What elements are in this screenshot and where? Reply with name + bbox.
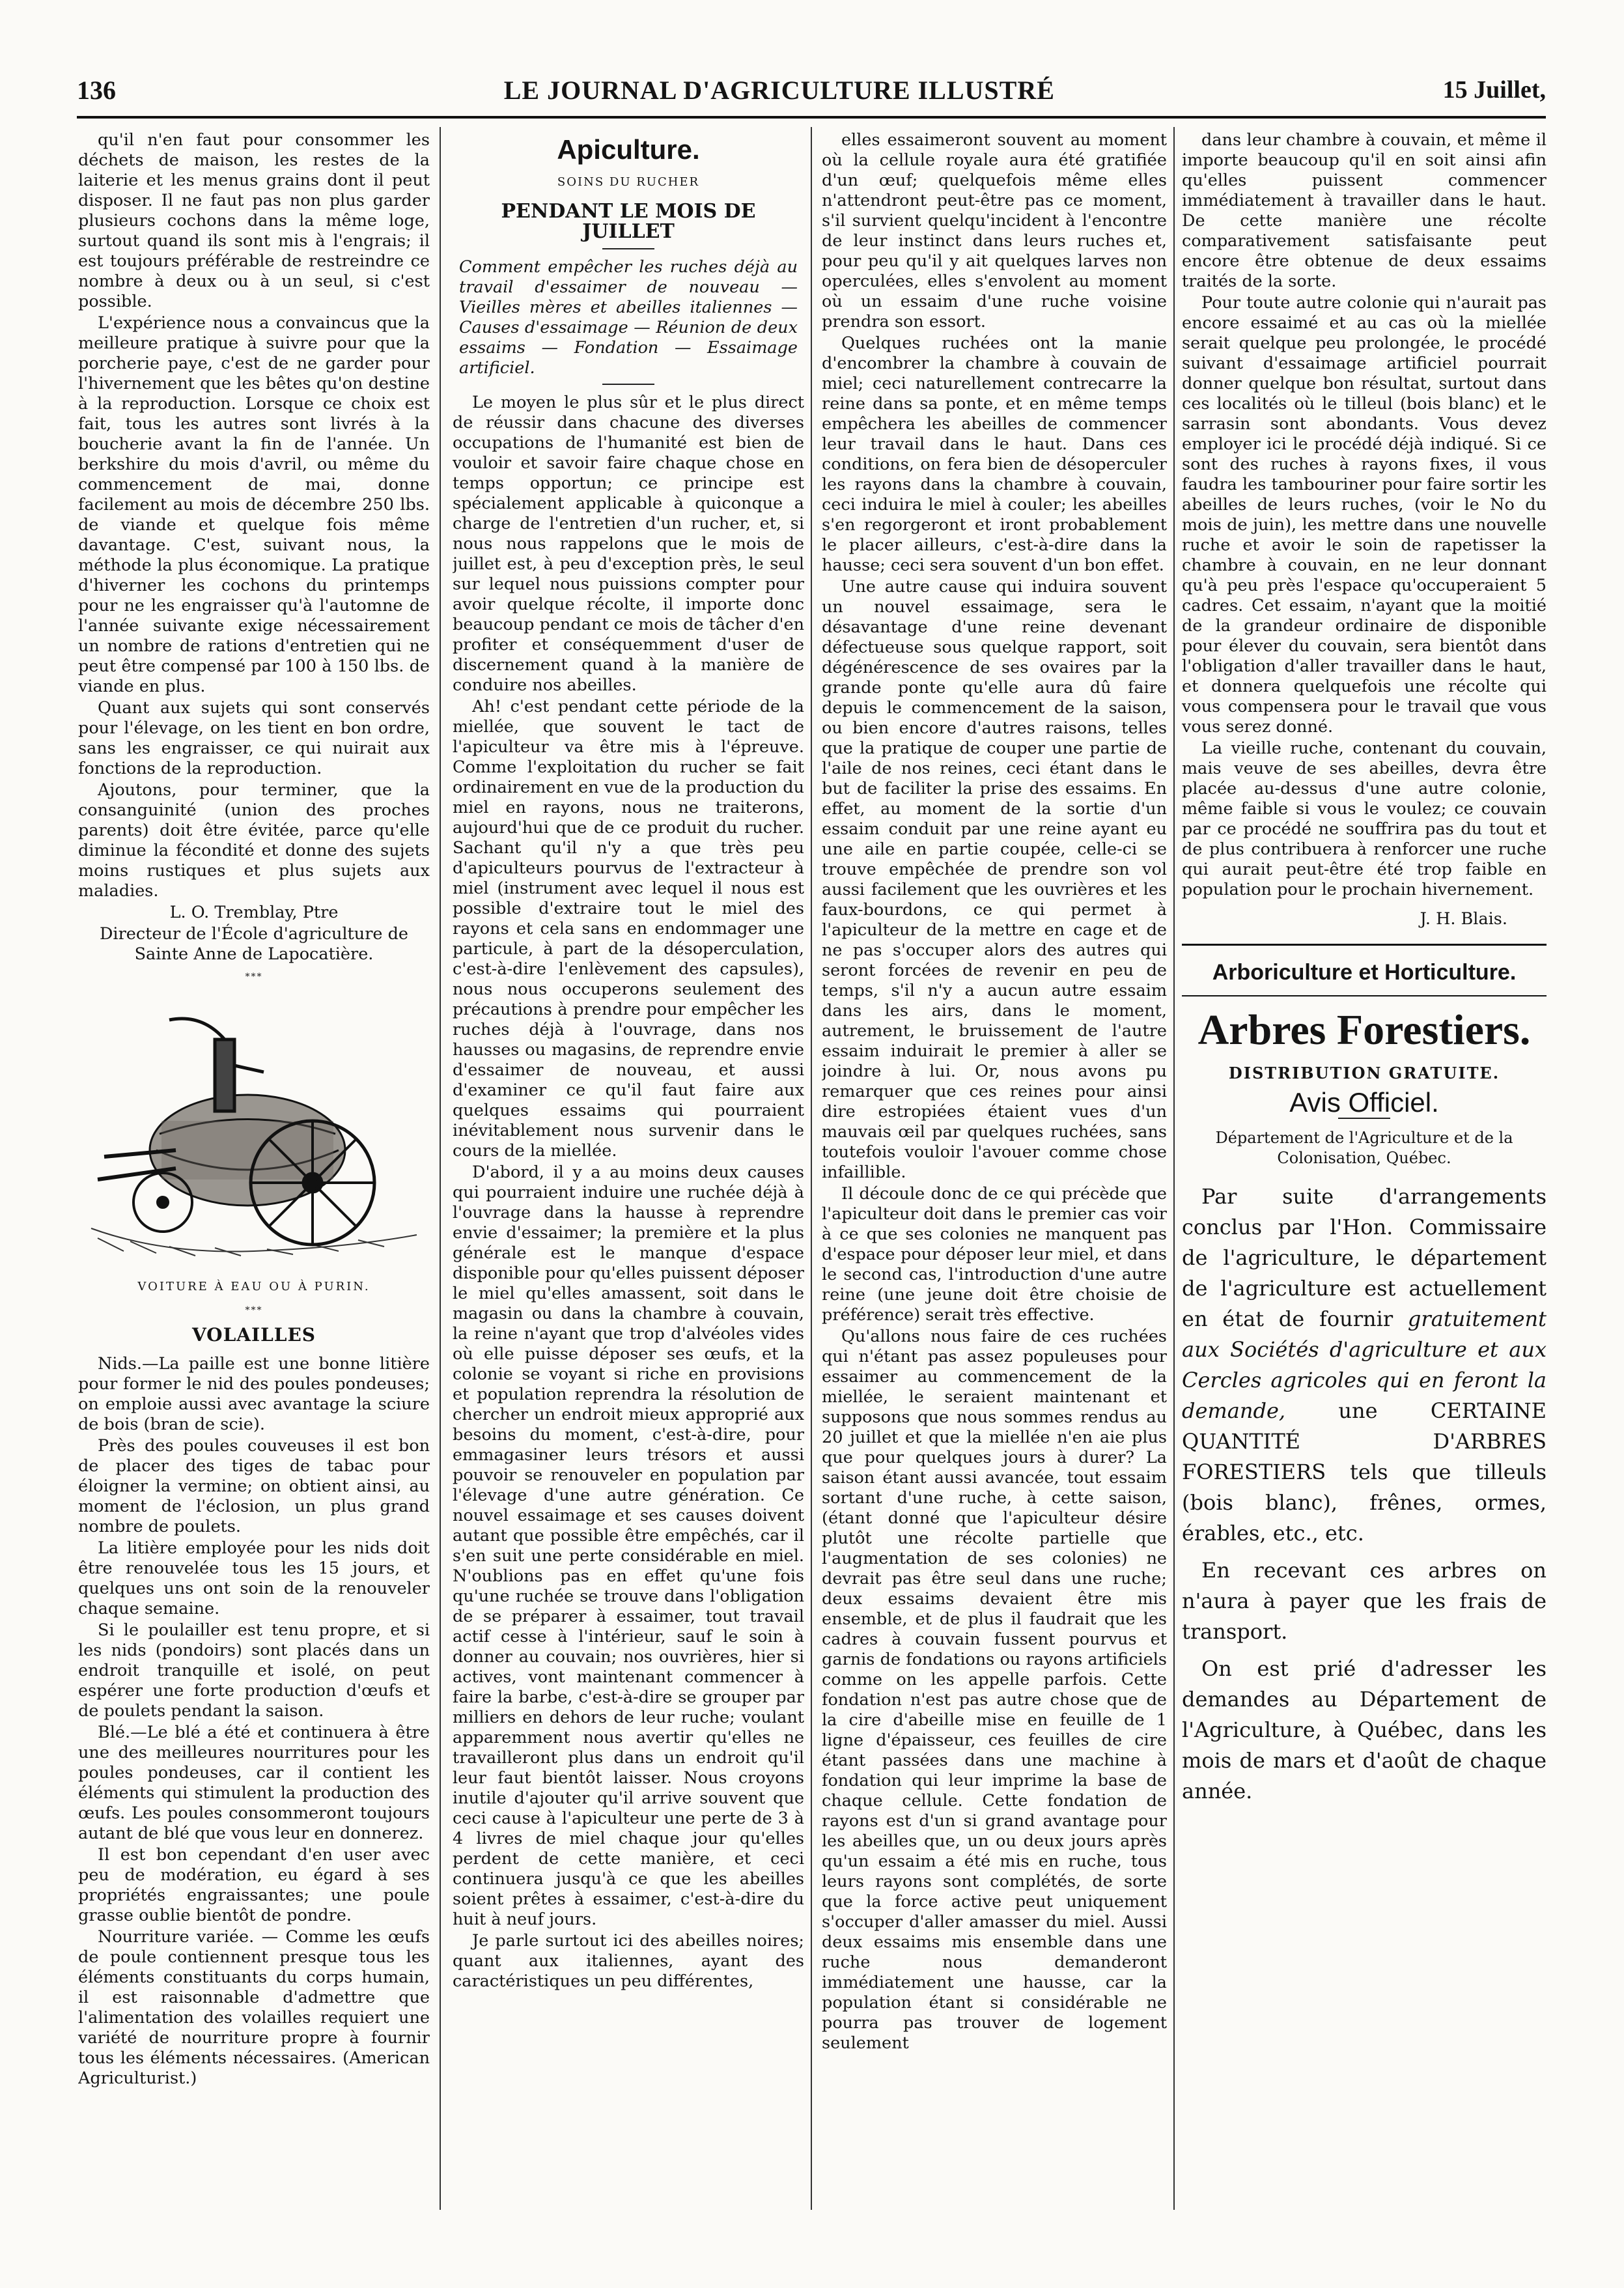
column-divider <box>1173 127 1175 2210</box>
short-rule <box>602 384 654 385</box>
separator-stars: *** <box>245 1305 263 1316</box>
header-rule <box>77 116 1546 119</box>
paragraph: Il est bon cependant d'en user avec peu de modération, eu égard à ses propriétés engraissantes; une poule grasse oublie bientôt de pondre. <box>78 1845 430 1925</box>
short-rule <box>1338 1118 1390 1119</box>
paragraph: qu'il n'en faut pour consommer les déchets de maison, les restes de la laiterie et les menus grains dont il peut disposer. Il ne faut pas non plus garder plusieurs cochons dans la même loge, surtout quand ils sont mis à l'engrais; il est toujours préférable de restreindre ce nombre à deux ou à un seul, si c'est possible. <box>78 130 430 311</box>
column-divider <box>811 127 812 2210</box>
paragraph: dans leur chambre à couvain, et même il importe beaucoup qu'il en soit ainsi afin qu'elles puissent commencer immédiatement à travailler dans le haut. De cette manière une récolte comparativement satisfaisante peut encore être obtenue de deux essaims traités de la sorte. <box>1182 130 1547 291</box>
column-divider <box>440 127 441 2210</box>
notice-paragraph <box>1182 1181 1547 1549</box>
column-2 <box>453 130 804 2249</box>
short-rule <box>602 248 654 249</box>
section-title-apiculture: Apiculture. <box>557 134 700 165</box>
article-heading: PENDANT LE MOIS DE JUILLET <box>501 200 756 243</box>
paragraph: Ah! c'est pendant cette période de la miellée, que souvent le tact de l'apiculteur va être mis à l'épreuve. Comme l'exploitation du rucher se fait ordinairement en vue de la production du miel en rayons, nous ne traiterons, aujourd'hui que de ce produit du rucher. Sachant qu'il n'y a que très peu d'apiculteurs pourvus de l'extracteur à miel (instrument avec lequel il nous est possible d'extraire tout le miel des rayons et cela sans en endommager une particule, à part de la désoperculation, c'est-à-dire l'enlèvement des capsules), nous nous occuperons seulement des précautions à prendre pour empêcher les ruches déjà à l'ouvrage, dans nos hausses ou magasins, de reprendre envie d'essaimer de nouveau, et aussi d'examiner ce qu'il faut faire aux quelques essaims qui pourraient inévitablement nous survenir dans le cours de la miellée. <box>453 697 804 1161</box>
page-number: 136 <box>77 75 116 105</box>
paragraph: Nids.—La paille est une bonne litière pour former le nid des poules pondeuses; on emploie aussi avec avantage la sciure de bois (bran de scie). <box>78 1354 430 1434</box>
column-3 <box>822 130 1167 2249</box>
paragraph: Qu'allons nous faire de ces ruchées qui n'étant pas assez populeuses pour essaimer au commencement de la miellée, le seraient maintenant et supposons que nous sommes rendus au 20 juillet et que la miellée n'en aie plus que pour quelques jours à durer? La saison étant aussi avancée, tout essaim sortant d'une ruche, à cette saison, (étant donné que l'apiculteur désire plutôt une récolte partielle que l'augmentation de ses colonies) ne devrait pas être seul dans une ruche; deux essaims devaient être mis ensemble, et de plus il faudrait que les cadres à couvain fussent pourvus et garnis de fondations ou rayons artificiels comme on les appelle parfois. Cette fondation n'est pas autre chose que de la cire d'abeille mise en feuille de 1 ligne d'épaisseur, ces feuilles de cire étant passées dans une machine à fondation qui leur imprime la base de chaque cellule. Cette fondation de rayons est d'un si grand avantage pour les abeilles que, un ou deux jours après qu'un essaim a été mis en ruche, tous leurs rayons sont complétés, de sorte que la force active peut uniquement s'occuper d'aller amasser du miel. Aussi deux essaims mis ensemble dans une ruche nous demanderont immédiatement une hausse, car la population étant si considérable ne pourra pas trouver de logement seulement <box>822 1327 1167 2053</box>
avis-officiel: Avis Officiel. <box>1289 1087 1439 1118</box>
paragraph: Si le poulailler est tenu propre, et si les nids (pondoirs) sont placés dans un endroit tranquille et isolé, on peut espérer une forte production d'œufs et de poulets pendant la saison. <box>78 1620 430 1721</box>
paragraph: La litière employée pour les nids doit être renouvelée tous les 15 jours, et quelques uns ont soin de la renouveler chaque semaine. <box>78 1538 430 1618</box>
paragraph: L'expérience nous a convaincus que la meilleure pratique à suivre pour que la porcherie paye, c'est de ne garder pour l'hivernement que les bêtes qu'on destine à la reproduction. Lorsque ce choix est fait, tous les autres sont livrés à la boucherie avant la fin de l'année. Un berkshire du mois d'avril, ou même du commencement de mai, donne facilement au mois de décembre 250 lbs. de viande et quelque fois même davantage. C'est, suivant nous, la méthode la plus économique. La pratique d'hiverner les cochons du printemps pour ne les engraisser qu'à l'automne de l'année suivante exige nécessairement un nombre de rations d'entretien qui ne peut être compensé par 100 à 150 lbs. de viande en plus. <box>78 313 430 696</box>
notice-emphasis: gratuitement aux Sociétés d'agriculture et aux Cercles agricoles qui en feront la demande, <box>1182 1306 1547 1423</box>
water-cart-illustration <box>85 994 423 1274</box>
paragraph: Quelques ruchées ont la manie d'encombrer la chambre à couvain de miel; ceci naturellement contrecarre la reine dans sa ponte, et en même temps empêchera les abeilles de commencer leur travail dans le haut. Dans ces conditions, on fera bien de désoperculer les rayons dans la chambre à couvain, ceci induira le miel à couler; les abeilles s'en regorgeront et iront probablement le placer ailleurs, c'est-à-dire dans la hausse; ceci sera souvent d'un bon effet. <box>822 333 1167 575</box>
issue-date: 15 Juillet, <box>1442 76 1546 104</box>
signature-name: L. O. Tremblay, Ptre <box>169 903 339 922</box>
article-title: Arbres Forestiers. <box>1197 1006 1531 1054</box>
section-rule <box>1182 944 1547 946</box>
column-1 <box>78 130 430 2249</box>
paragraph: La vieille ruche, contenant du couvain, mais veuve de ses abeilles, devra être placée au-dessus d'une autre colonie, même faible si vous le voulez; ce couvain par ce procédé ne souffrira pas du tout et de plus contribuera à renforcer une ruche qui aurait peut-être été trop faible en population pour le prochain hivernement. <box>1182 739 1547 899</box>
paragraph: Une autre cause qui induira souvent un nouvel essaimage, sera le désavantage d'une reine devenant défectueuse sous quelque rapport, soit dégénérescence de ses ovaires par la grande ponte qu'elle aura dû faire depuis le commencement de la saison, ou bien encore d'autres raisons, telles que la pratique de couper une partie de l'aile de nos reines, ceci étant dans le but de faciliter la prise des essaims. En effet, au moment de la sortie d'un essaim conduit par une reine ayant eu une aile en partie coupée, celle-ci se trouve empêchée de prendre son vol aussi facilement que les ouvrières et les faux-bourdons, ce qui permet à l'apiculteur de la mettre en cage et de ne pas s'occuper alors des autres qui seront forcées de revenir en peu de temps, s'il n'y a aucun autre essaim dans les airs, dans le moment, autrement, le bruissement de l'autre essaim induirait le premier à aller se joindre à lui. Or, nous avons pu remarquer que ces reines pour ainsi dire estropiées étaient vues d'un mauvais œil par quelques ruchées, sans toutefois vouloir l'avouer comme chose infaillible. <box>822 577 1167 1182</box>
notice-text: une CERTAINE QUANTITÉ D'ARBRES FORESTIERS tels que tilleuls (bois blanc), frênes, ormes, érables, etc., etc. <box>1182 1398 1547 1546</box>
section-title-arboriculture: Arboriculture et Horticulture. <box>1212 960 1517 985</box>
paragraph: Ajoutons, pour terminer, que la consanguinité (union des proches parents) doit être évitée, parce qu'elle diminue la fécondité et donne des sujets moins rustiques et plus sujets aux maladies. <box>78 780 430 901</box>
paragraph: Quant aux sujets qui sont conservés pour l'élevage, on les tient en bon ordre, sans les engraisser, ce qui nuirait aux fonctions de la reproduction. <box>78 698 430 778</box>
notice-paragraph: On est prié d'adresser les demandes au Département de l'Agriculture, à Québec, dans les mois de mars et d'août de chaque année. <box>1182 1656 1547 1803</box>
paragraph: Nourriture variée. — Comme les œufs de poule contiennent presque tous les éléments constituants du corps humain, il est raisonnable d'admettre que l'alimentation des volailles requiert une variété de nourriture propre à fournir tous les éléments nécessaires. (American Agriculturist.) <box>78 1927 430 2088</box>
paragraph: Près des poules couveuses il est bon de placer des tiges de tabac pour éloigner la vermine; on obtient ainsi, au moment de l'éclosion, un plus grand nombre de poulets. <box>78 1436 430 1536</box>
department-line: Département de l'Agriculture et de la Colonisation, Québec. <box>1215 1129 1513 1167</box>
section-rule <box>1182 995 1547 996</box>
article-summary: Comment empêcher les ruches déjà au travail d'essaimer de nouveau — Vieilles mères et abeilles italiennes — Causes d'essaimage — Réunion de deux essaims — Fondation — Essaimage artificiel. <box>459 257 798 378</box>
paragraph: D'abord, il y a au moins deux causes qui pourraient induire une ruchée déjà à l'ouvrage dans la hausse à reprendre envie d'essaimer; la première et la plus générale est le manque d'espace disponible pour qu'elles puissent déposer le miel qu'elles amassent, soit dans le magasin ou dans la chambre à couvain, la reine n'ayant que trop d'alvéoles vides où elle puisse déposer ses œufs, et la colonie se voyant si riche en provisions et population reprendra la résolution de chercher un endroit mieux approprié aux besoins du moment, c'est-à-dire, pour emmagasiner leurs trésors et aussi pouvoir se renouveler en population par l'élevage d'une autre génération. Ce nouvel essaimage et ses causes doivent autant que possible être empêchés, car il s'en suit une perte considérable en miel. N'oublions pas en effet qu'une fois qu'une ruchée se trouve dans l'obligation de se préparer à essaimer, tout travail actif cesse à l'intérieur, sauf le soin à donner au couvain; nos ouvrières, hier si actives, vont maintenant commencer à faire la barbe, c'est-à-dire se grouper par milliers en dehors de leur ruche; voulant apparemment nous avertir qu'elles ne travailleront plus dans un endroit qu'il leur faut bientôt laisser. Nous croyons inutile d'ajouter qu'il arrive souvent que ceci cause à l'apiculteur une perte de 3 à 4 livres de miel chaque jour qu'elles perdent de cette manière, et ceci continuera jusqu'à ce que les abeilles soient prêtes à essaimer, c'est-à-dire du huit à neuf jours. <box>453 1163 804 1929</box>
page-header <box>77 70 1546 109</box>
section-title-volailles: VOLAILLES <box>191 1324 316 1346</box>
figure-caption: VOITURE À EAU OU À PURIN. <box>137 1280 371 1293</box>
signature: J. H. Blais. <box>1420 909 1507 929</box>
column-4 <box>1182 130 1547 2249</box>
paragraph: elles essaimeront souvent au moment où la cellule royale aura été gratifiée d'un œuf; quelquefois même elles n'attendront peut-être pas ce moment, s'il survient quelqu'incident à l'encontre de leur instinct dans leurs ruches et, pour peu qu'il y ait quelques larves non operculées, elles s'envolent au moment où un essaim d'une ruche voisine prendra son essort. <box>822 130 1167 332</box>
paragraph: Je parle surtout ici des abeilles noires; quant aux italiennes, ayant des caractéristiques un peu différentes, <box>453 1931 804 1991</box>
paragraph: Il découle donc de ce qui précède que l'apiculteur doit dans le premier cas voir à ce que ses colonies ne manquent pas d'espace pour déposer leur miel, et dans le second cas, l'introduction d'une autre reine (une jeune doit être choisie de préférence) serait très effective. <box>822 1184 1167 1325</box>
journal-title: LE JOURNAL D'AGRICULTURE ILLUSTRÉ <box>503 75 1055 105</box>
paragraph: Pour toute autre colonie qui n'aurait pas encore essaimé et au cas où la miellée serait quelque peu prolongée, le procédé suivant d'essaimage artificiel pourrait donner quelque bon résultat, surtout dans ces localités où le tilleul (bois blanc) et le sarrasin sont abondants. Vous devez employer ici le procédé déjà indiqué. Si ce sont des ruches à rayons fixes, il vous faudra les tambouriner pour faire sortir les abeilles de leurs ruches, (voir le No du mois de juin), les mettre dans une nouvelle ruche et avoir le soin de rapetisser la chambre à couvain, en ne leur donnant qu'à peu près l'espace qu'occuperaient 5 cadres. Cet essaim, n'ayant que la moitié de la grandeur ordinaire de disponible pour élever du couvain, sera bientôt dans l'obligation d'aller travailler dans le haut, et donnera quelquefois une récolte qui vous compensera pour le travail que vous vous serez donné. <box>1182 293 1547 737</box>
separator-stars: *** <box>245 972 263 982</box>
paragraph: Blé.—Le blé a été et continuera à être une des meilleures nourritures pour les poules pondeuses, car il contient les éléments qui stimulent la production des œufs. Les poules consommeront toujours autant de blé que vous leur en donnerez. <box>78 1723 430 1843</box>
signature-role: Directeur de l'École d'agriculture de Sainte Anne de Lapocatière. <box>99 924 409 964</box>
notice-text: Par suite d'arrangements conclus par l'Hon. Commissaire de l'agriculture, le département de l'agriculture est actuellement en état de fournir <box>1182 1184 1547 1331</box>
distribution-label: DISTRIBUTION GRATUITE. <box>1228 1064 1500 1082</box>
section-subtitle: SOINS DU RUCHER <box>557 175 700 189</box>
paragraph: Le moyen le plus sûr et le plus direct de réussir dans chacune des diverses occupations de l'humanité est bien de vouloir et savoir faire chaque chose en temps opportun; ce principe est spécialement applicable à quiconque a charge de l'entretien d'un rucher, et, si nous nous rappelons que le mois de juillet est, à peu d'exception près, le seul sur lequel nous puissions compter pour avoir quelque récolte, il importe donc beaucoup pendant ce mois de tâcher d'en profiter et conséquemment d'user de discernement quand à la manière de conduire nos abeilles. <box>453 393 804 695</box>
notice-paragraph: En recevant ces arbres on n'aura à payer que les frais de transport. <box>1182 1558 1547 1644</box>
